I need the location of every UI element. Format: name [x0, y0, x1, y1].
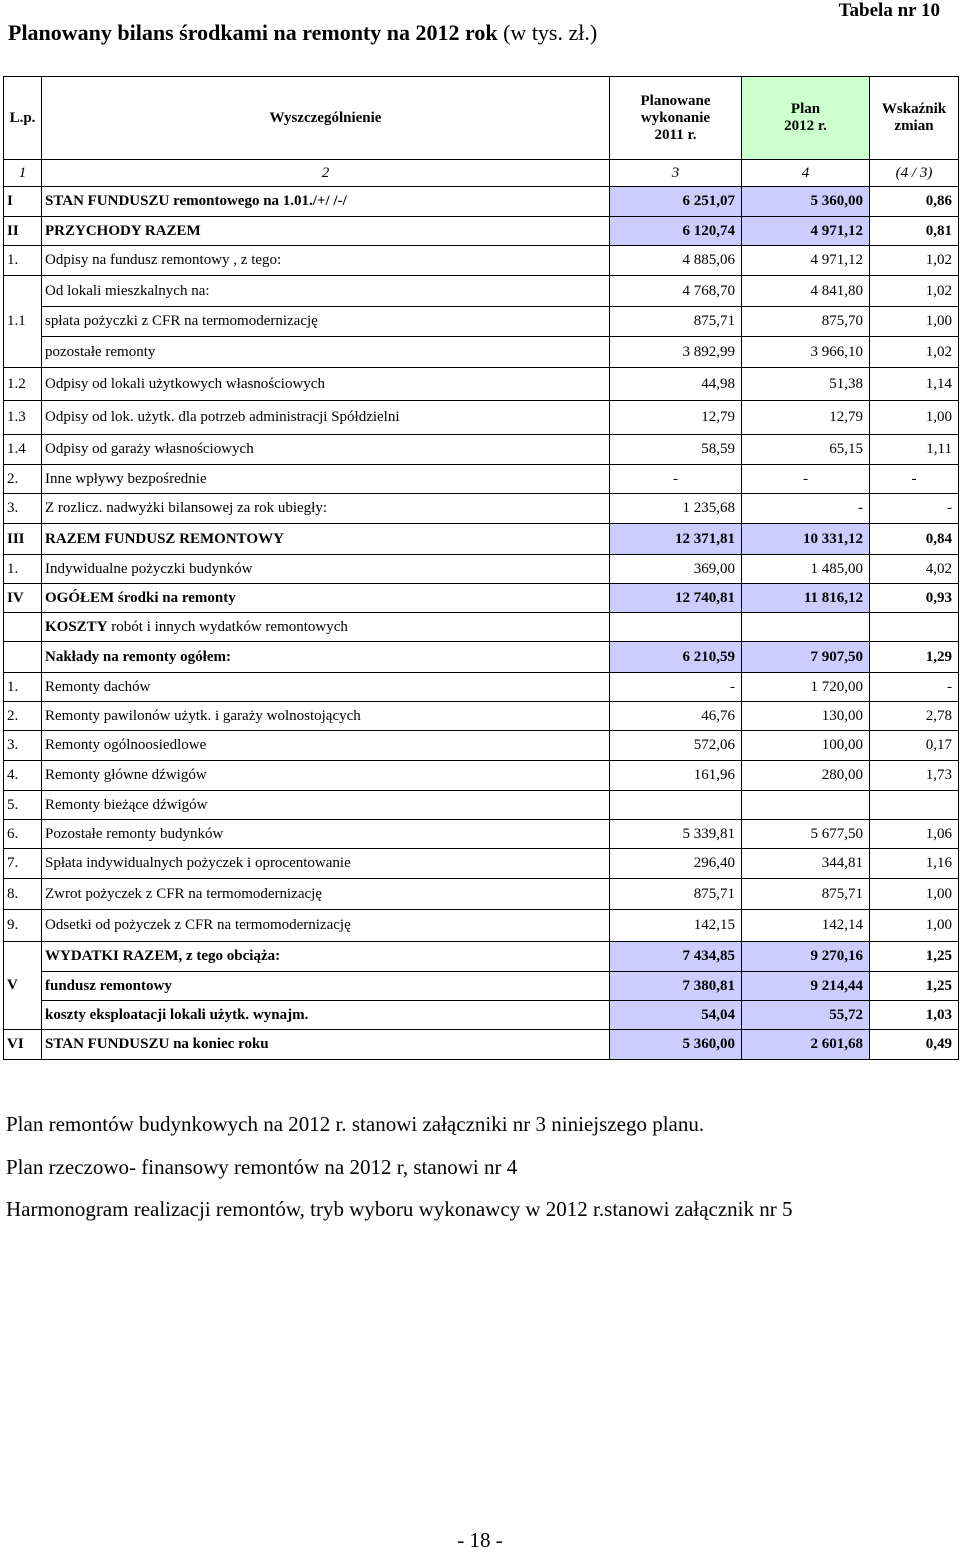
cell-ratio: 1,00	[870, 401, 959, 435]
cell-lp: 2.	[4, 465, 42, 494]
cell-description: Inne wpływy bezpośrednie	[42, 465, 610, 494]
cell-plan: 5 677,50	[742, 820, 870, 849]
cell-description: Odpisy od lok. użytk. dla potrzeb administracji Spółdzielni	[42, 401, 610, 435]
table-row	[4, 246, 959, 276]
cell-description: Remonty dachów	[42, 673, 610, 702]
cell-lp: 1.	[4, 246, 42, 276]
cell-plan: -	[742, 465, 870, 494]
table-row	[4, 276, 959, 307]
table-row	[4, 972, 959, 1001]
table-row	[4, 337, 959, 368]
cell-ratio: 0,86	[870, 187, 959, 217]
header-plan-line2: 2012 r.	[784, 118, 827, 134]
table-row	[4, 702, 959, 731]
cell-description: Remonty bieżące dźwigów	[42, 791, 610, 820]
colnum-4: 4	[742, 160, 870, 187]
cell-lp: 3.	[4, 494, 42, 524]
cell-ratio: 1,00	[870, 879, 959, 910]
cell-plan: 12,79	[742, 401, 870, 435]
cell-planned: 54,04	[610, 1001, 742, 1030]
header-planned-line3: 2011 r.	[654, 126, 697, 143]
note-1: Plan remontów budynkowych na 2012 r. stanowi załączniki nr 3 niniejszego planu.	[6, 1112, 705, 1136]
header-plan	[742, 77, 870, 160]
cell-planned	[610, 791, 742, 820]
cell-description: Zwrot pożyczek z CFR na termomodernizację	[42, 879, 610, 910]
cell-description: PRZYCHODY RAZEM	[42, 217, 610, 246]
cell-ratio	[870, 791, 959, 820]
header-ratio-line2: zmian	[894, 118, 934, 134]
cell-description: Indywidualne pożyczki budynków	[42, 555, 610, 584]
table-body	[4, 187, 959, 1060]
cell-plan: 10 331,12	[742, 524, 870, 555]
cell-plan	[742, 791, 870, 820]
cell-lp: VI	[4, 1030, 42, 1060]
cell-lp	[4, 642, 42, 673]
cell-lp: 5.	[4, 791, 42, 820]
note-2: Plan rzeczowo- finansowy remontów na 2012 r, stanowi nr 4	[6, 1155, 518, 1179]
page-number: - 18 -	[457, 1528, 503, 1552]
cell-description: Remonty pawilonów użytk. i garaży wolnostojących	[42, 702, 610, 731]
cell-ratio: 1,00	[870, 307, 959, 337]
cell-ratio: 1,06	[870, 820, 959, 849]
cell-plan: -	[742, 494, 870, 524]
header-ratio-line1: Wskaźnik	[881, 101, 947, 117]
colnum-1: 1	[4, 160, 42, 187]
cell-ratio: 0,93	[870, 584, 959, 613]
cell-description: STAN FUNDUSZU remontowego na 1.01./+/ /-/	[42, 187, 610, 217]
cell-ratio: 1,14	[870, 368, 959, 401]
cell-planned: 7 434,85	[610, 942, 742, 972]
cell-description: RAZEM FUNDUSZ REMONTOWY	[42, 524, 610, 555]
cell-ratio: 1,00	[870, 910, 959, 942]
cell-planned: 161,96	[610, 761, 742, 791]
cell-ratio: -	[870, 494, 959, 524]
cell-plan: 2 601,68	[742, 1030, 870, 1060]
table-row	[4, 879, 959, 910]
title-unit: (w tys. zł.)	[503, 20, 598, 45]
cell-planned: 296,40	[610, 849, 742, 879]
cell-planned: 875,71	[610, 307, 742, 337]
table-row	[4, 401, 959, 435]
table-row	[4, 673, 959, 702]
cell-lp: 1.	[4, 555, 42, 584]
cell-description	[42, 613, 610, 642]
table-row	[4, 731, 959, 761]
cell-plan: 130,00	[742, 702, 870, 731]
cell-planned: 572,06	[610, 731, 742, 761]
cell-planned: 7 380,81	[610, 972, 742, 1001]
cell-lp: V	[4, 942, 42, 1030]
table-row	[4, 910, 959, 942]
cell-planned: -	[610, 673, 742, 702]
cell-description: STAN FUNDUSZU na koniec roku	[42, 1030, 610, 1060]
cell-description: Remonty ogólnoosiedlowe	[42, 731, 610, 761]
cell-lp: 2.	[4, 702, 42, 731]
cell-planned: 12 740,81	[610, 584, 742, 613]
cell-ratio: 1,25	[870, 942, 959, 972]
table-row	[4, 642, 959, 673]
cell-plan: 65,15	[742, 435, 870, 465]
cell-planned	[610, 613, 742, 642]
cell-lp: 4.	[4, 761, 42, 791]
header-ratio	[870, 77, 959, 160]
cell-ratio: 1,73	[870, 761, 959, 791]
table-row	[4, 849, 959, 879]
cell-planned: 4 885,06	[610, 246, 742, 276]
table-row	[4, 584, 959, 613]
cell-planned: 6 210,59	[610, 642, 742, 673]
table-row	[4, 1030, 959, 1060]
cell-ratio: 1,25	[870, 972, 959, 1001]
header-planned	[610, 77, 742, 160]
cell-plan: 51,38	[742, 368, 870, 401]
description-bold-part: KOSZTY	[45, 618, 108, 635]
cell-ratio: 0,81	[870, 217, 959, 246]
cell-plan: 4 971,12	[742, 246, 870, 276]
column-number-row	[4, 160, 959, 187]
cell-planned: 6 120,74	[610, 217, 742, 246]
cell-plan: 5 360,00	[742, 187, 870, 217]
cell-lp: II	[4, 217, 42, 246]
cell-plan: 9 214,44	[742, 972, 870, 1001]
cell-description: Odpisy na fundusz remontowy , z tego:	[42, 246, 610, 276]
cell-description: OGÓŁEM środki na remonty	[42, 584, 610, 613]
cell-ratio: 1,11	[870, 435, 959, 465]
cell-ratio: -	[870, 673, 959, 702]
cell-lp: III	[4, 524, 42, 555]
cell-ratio: 4,02	[870, 555, 959, 584]
cell-planned: 12 371,81	[610, 524, 742, 555]
cell-description: Z rozlicz. nadwyżki bilansowej za rok ubiegły:	[42, 494, 610, 524]
budget-table	[3, 76, 959, 1060]
cell-planned: 5 339,81	[610, 820, 742, 849]
colnum-3: 3	[610, 160, 742, 187]
cell-plan: 100,00	[742, 731, 870, 761]
table-row	[4, 494, 959, 524]
cell-description: pozostałe remonty	[42, 337, 610, 368]
cell-plan	[742, 613, 870, 642]
cell-description: spłata pożyczki z CFR na termomodernizację	[42, 307, 610, 337]
table-number: Tabela nr 10	[838, 0, 940, 21]
colnum-2: 2	[42, 160, 610, 187]
cell-lp: 1.4	[4, 435, 42, 465]
cell-plan: 7 907,50	[742, 642, 870, 673]
cell-description: Nakłady na remonty ogółem:	[42, 642, 610, 673]
cell-lp	[4, 613, 42, 642]
cell-planned: 875,71	[610, 879, 742, 910]
table-row	[4, 465, 959, 494]
table-row	[4, 1001, 959, 1030]
cell-lp: 9.	[4, 910, 42, 942]
cell-lp: 8.	[4, 879, 42, 910]
cell-ratio: 0,17	[870, 731, 959, 761]
description-rest: robót i innych wydatków remontowych	[107, 618, 348, 635]
cell-lp: 1.3	[4, 401, 42, 435]
cell-ratio: -	[870, 465, 959, 494]
cell-description: koszty eksploatacji lokali użytk. wynajm.	[42, 1001, 610, 1030]
colnum-5: (4 / 3)	[870, 160, 959, 187]
note-3: Harmonogram realizacji remontów, tryb wyboru wykonawcy w 2012 r.stanowi załącznik nr 5	[6, 1197, 793, 1221]
cell-planned: 4 768,70	[610, 276, 742, 307]
cell-plan: 142,14	[742, 910, 870, 942]
table-row	[4, 820, 959, 849]
header-row	[4, 77, 959, 160]
header-lp: L.p.	[4, 77, 42, 160]
cell-ratio: 1,02	[870, 246, 959, 276]
cell-ratio	[870, 613, 959, 642]
table-row	[4, 761, 959, 791]
table-row	[4, 791, 959, 820]
header-planned-line1: Planowane	[640, 92, 711, 109]
cell-plan: 875,71	[742, 879, 870, 910]
cell-lp: I	[4, 187, 42, 217]
cell-plan: 344,81	[742, 849, 870, 879]
cell-planned: 5 360,00	[610, 1030, 742, 1060]
cell-lp: IV	[4, 584, 42, 613]
cell-ratio: 1,03	[870, 1001, 959, 1030]
cell-plan: 1 720,00	[742, 673, 870, 702]
cell-planned: 46,76	[610, 702, 742, 731]
cell-planned: 6 251,07	[610, 187, 742, 217]
cell-plan: 1 485,00	[742, 555, 870, 584]
table-row	[4, 555, 959, 584]
cell-ratio: 2,78	[870, 702, 959, 731]
table-row	[4, 368, 959, 401]
cell-description: Odsetki od pożyczek z CFR na termomodernizację	[42, 910, 610, 942]
cell-lp: 6.	[4, 820, 42, 849]
header-planned-line2: wykonanie	[640, 109, 711, 126]
cell-description: Pozostałe remonty budynków	[42, 820, 610, 849]
cell-lp: 1.1	[4, 276, 42, 368]
title-text: Planowany bilans środkami na remonty na 2012 rok	[8, 20, 498, 45]
cell-lp: 3.	[4, 731, 42, 761]
cell-plan: 875,70	[742, 307, 870, 337]
table-row	[4, 217, 959, 246]
header-description: Wyszczególnienie	[42, 77, 610, 160]
cell-planned: 3 892,99	[610, 337, 742, 368]
cell-ratio: 1,29	[870, 642, 959, 673]
cell-plan: 11 816,12	[742, 584, 870, 613]
cell-description: Od lokali mieszkalnych na:	[42, 276, 610, 307]
cell-planned: 58,59	[610, 435, 742, 465]
cell-plan: 9 270,16	[742, 942, 870, 972]
cell-lp: 1.2	[4, 368, 42, 401]
cell-planned: 44,98	[610, 368, 742, 401]
table-row	[4, 307, 959, 337]
cell-ratio: 1,02	[870, 337, 959, 368]
cell-plan: 3 966,10	[742, 337, 870, 368]
cell-ratio: 0,49	[870, 1030, 959, 1060]
cell-lp: 7.	[4, 849, 42, 879]
cell-description: WYDATKI RAZEM, z tego obciąża:	[42, 942, 610, 972]
cell-description: Odpisy od lokali użytkowych własnościowych	[42, 368, 610, 401]
table-row	[4, 435, 959, 465]
table-row	[4, 942, 959, 972]
cell-planned: 12,79	[610, 401, 742, 435]
cell-plan: 280,00	[742, 761, 870, 791]
header-plan-line1: Plan	[790, 101, 821, 117]
cell-ratio: 1,02	[870, 276, 959, 307]
cell-ratio: 1,16	[870, 849, 959, 879]
cell-lp: 1.	[4, 673, 42, 702]
cell-planned: 369,00	[610, 555, 742, 584]
cell-planned: 1 235,68	[610, 494, 742, 524]
cell-description: Spłata indywidualnych pożyczek i oprocentowanie	[42, 849, 610, 879]
cell-planned: -	[610, 465, 742, 494]
table-row	[4, 613, 959, 642]
cell-plan: 55,72	[742, 1001, 870, 1030]
cell-plan: 4 841,80	[742, 276, 870, 307]
cell-ratio: 0,84	[870, 524, 959, 555]
cell-description: Odpisy od garaży własnościowych	[42, 435, 610, 465]
cell-description: fundusz remontowy	[42, 972, 610, 1001]
cell-planned: 142,15	[610, 910, 742, 942]
document-title	[8, 20, 597, 46]
cell-description: Remonty główne dźwigów	[42, 761, 610, 791]
table-row	[4, 524, 959, 555]
table-row	[4, 187, 959, 217]
cell-plan: 4 971,12	[742, 217, 870, 246]
